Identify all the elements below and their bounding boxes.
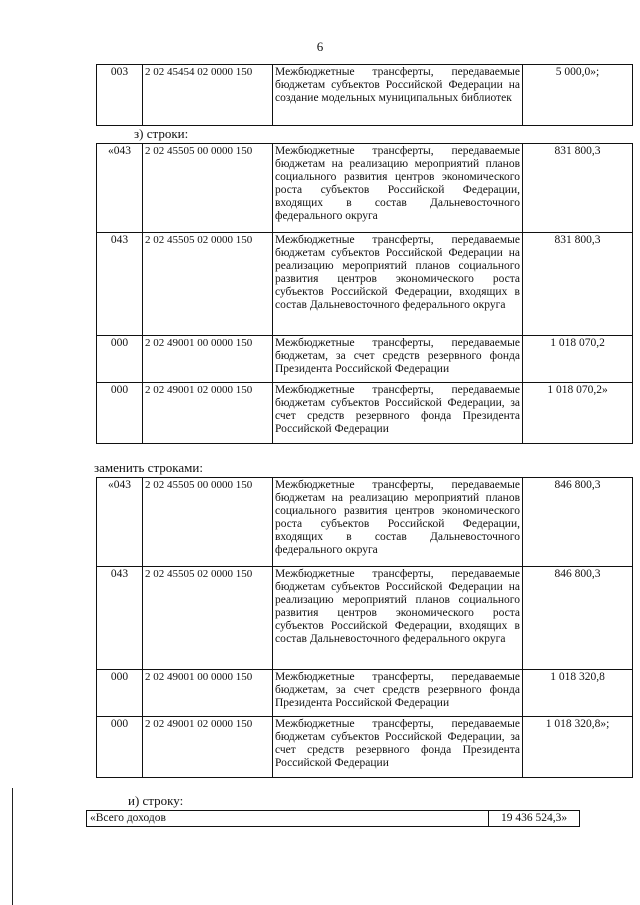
table-row — [97, 233, 633, 336]
table-row — [97, 717, 633, 778]
amount-cell: 831 800,3 — [523, 144, 633, 233]
code-cell: 000 — [97, 336, 143, 383]
table-row — [97, 336, 633, 383]
kbk-cell: 2 02 45454 02 0000 150 — [143, 65, 273, 126]
name-cell: Межбюджетные трансферты, передаваемые бюджетам на реализацию мероприятий планов социального развития центров экономического роста субъектов Российской Федерации, входящих в состав Дальневосточного федерального округа — [273, 478, 523, 567]
total-row-table — [86, 810, 580, 827]
name-cell: Межбюджетные трансферты, передаваемые бюджетам субъектов Российской Федерации на реализацию мероприятий планов социального развития центров экономического роста субъектов Российской Федерации, входящих в состав Дальневосточного федерального округа — [273, 567, 523, 670]
section-label-z: з) строки: — [134, 126, 189, 141]
amount-cell: 846 800,3 — [523, 567, 633, 670]
total-amount: 19 436 524,3» — [489, 811, 580, 827]
table-block-1 — [96, 64, 633, 126]
kbk-cell: 2 02 45505 00 0000 150 — [143, 144, 273, 233]
table-row — [97, 670, 633, 717]
name-cell: Межбюджетные трансферты, передаваемые бюджетам субъектов Российской Федерации, за счет средств резервного фонда Президента Российской Федерации — [273, 383, 523, 444]
code-cell: 003 — [97, 65, 143, 126]
table-block-2 — [96, 143, 633, 444]
kbk-cell: 2 02 45505 02 0000 150 — [143, 567, 273, 670]
amount-cell: 1 018 320,8»; — [523, 717, 633, 778]
code-cell: «043 — [97, 478, 143, 567]
table-row — [97, 65, 633, 126]
kbk-cell: 2 02 45505 00 0000 150 — [143, 478, 273, 567]
margin-line — [12, 788, 13, 905]
name-cell: Межбюджетные трансферты, передаваемые бюджетам на реализацию мероприятий планов социального развития центров экономического роста субъектов Российской Федерации, входящих в состав Дальневосточного федерального округа — [273, 144, 523, 233]
amount-cell: 5 000,0»; — [523, 65, 633, 126]
code-cell: 000 — [97, 670, 143, 717]
code-cell: 043 — [97, 233, 143, 336]
total-label: «Всего доходов — [87, 811, 489, 827]
amount-cell: 1 018 070,2» — [523, 383, 633, 444]
code-cell: 000 — [97, 717, 143, 778]
table-block-3 — [96, 477, 633, 778]
kbk-cell: 2 02 49001 02 0000 150 — [143, 383, 273, 444]
table-row — [87, 811, 580, 827]
kbk-cell: 2 02 49001 00 0000 150 — [143, 336, 273, 383]
name-cell: Межбюджетные трансферты, передаваемые бюджетам субъектов Российской Федерации на реализацию мероприятий планов социального развития центров экономического роста субъектов Российской Федерации, входящих в состав Дальневосточного федерального округа — [273, 233, 523, 336]
section-label-i: и) строку: — [128, 793, 184, 808]
kbk-cell: 2 02 49001 02 0000 150 — [143, 717, 273, 778]
name-cell: Межбюджетные трансферты, передаваемые бюджетам, за счет средств резервного фонда Президента Российской Федерации — [273, 336, 523, 383]
table-row — [97, 478, 633, 567]
amount-cell: 831 800,3 — [523, 233, 633, 336]
amount-cell: 1 018 070,2 — [523, 336, 633, 383]
name-cell: Межбюджетные трансферты, передаваемые бюджетам субъектов Российской Федерации, за счет средств резервного фонда Президента Российской Федерации — [273, 717, 523, 778]
name-cell: Межбюджетные трансферты, передаваемые бюджетам субъектов Российской Федерации на создание модельных муниципальных библиотек — [273, 65, 523, 126]
code-cell: 043 — [97, 567, 143, 670]
kbk-cell: 2 02 49001 00 0000 150 — [143, 670, 273, 717]
amount-cell: 1 018 320,8 — [523, 670, 633, 717]
table-row — [97, 144, 633, 233]
code-cell: 000 — [97, 383, 143, 444]
name-cell: Межбюджетные трансферты, передаваемые бюджетам, за счет средств резервного фонда Президента Российской Федерации — [273, 670, 523, 717]
section-label-replace: заменить строками: — [94, 460, 203, 475]
code-cell: «043 — [97, 144, 143, 233]
table-row — [97, 383, 633, 444]
kbk-cell: 2 02 45505 02 0000 150 — [143, 233, 273, 336]
amount-cell: 846 800,3 — [523, 478, 633, 567]
page-number: 6 — [316, 39, 324, 54]
table-row — [97, 567, 633, 670]
